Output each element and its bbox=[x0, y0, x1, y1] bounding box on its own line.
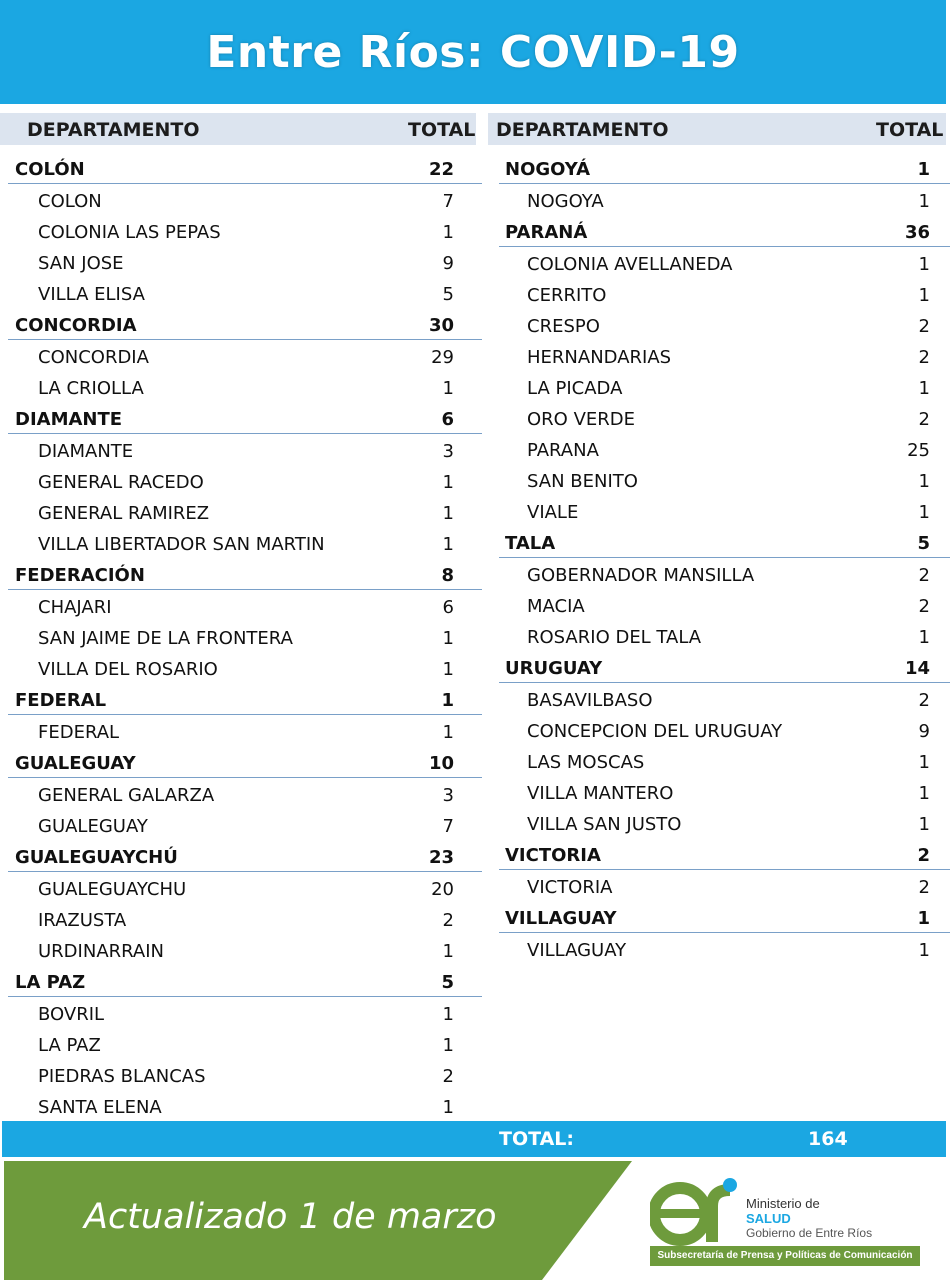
locality-name: ORO VERDE bbox=[527, 409, 635, 430]
department-row bbox=[8, 402, 482, 434]
department-row bbox=[8, 965, 482, 997]
locality-total: 1 bbox=[918, 285, 930, 306]
department-row bbox=[8, 558, 482, 590]
department-row bbox=[499, 838, 950, 870]
department-name: PARANÁ bbox=[505, 222, 588, 243]
locality-total: 1 bbox=[918, 254, 930, 275]
locality-row bbox=[8, 652, 482, 683]
department-total: 22 bbox=[428, 159, 454, 180]
department-total: 8 bbox=[441, 565, 454, 586]
department-total: 1 bbox=[917, 159, 930, 180]
locality-total: 1 bbox=[442, 1004, 454, 1025]
department-name: URUGUAY bbox=[505, 658, 603, 679]
locality-total: 3 bbox=[442, 441, 454, 462]
ministry-line1: Ministerio de bbox=[746, 1196, 820, 1211]
locality-total: 1 bbox=[442, 722, 454, 743]
left-department-list bbox=[8, 152, 482, 1121]
locality-name: SAN JAIME DE LA FRONTERA bbox=[38, 628, 293, 649]
locality-total: 1 bbox=[442, 659, 454, 680]
locality-name: VILLA ELISA bbox=[38, 284, 145, 305]
department-name: VILLAGUAY bbox=[505, 908, 617, 929]
locality-total: 25 bbox=[907, 440, 930, 461]
locality-total: 1 bbox=[918, 502, 930, 523]
locality-total: 6 bbox=[442, 597, 454, 618]
department-row bbox=[8, 840, 482, 872]
department-total: 5 bbox=[917, 533, 930, 554]
locality-name: DIAMANTE bbox=[38, 441, 134, 462]
locality-row bbox=[499, 558, 950, 589]
locality-row bbox=[8, 277, 482, 308]
department-total: 5 bbox=[441, 972, 454, 993]
department-row bbox=[499, 215, 950, 247]
department-row bbox=[499, 901, 950, 933]
locality-row bbox=[499, 776, 950, 807]
locality-total: 7 bbox=[442, 191, 454, 212]
department-total: 2 bbox=[917, 845, 930, 866]
locality-total: 1 bbox=[918, 752, 930, 773]
department-row bbox=[8, 746, 482, 778]
locality-row bbox=[8, 465, 482, 496]
locality-total: 1 bbox=[442, 503, 454, 524]
locality-total: 1 bbox=[442, 941, 454, 962]
locality-total: 7 bbox=[442, 816, 454, 837]
locality-row bbox=[8, 184, 482, 215]
locality-row bbox=[8, 215, 482, 246]
locality-row bbox=[499, 933, 950, 964]
locality-row bbox=[499, 309, 950, 340]
locality-name: SANTA ELENA bbox=[38, 1097, 162, 1118]
locality-name: VILLAGUAY bbox=[527, 940, 627, 961]
department-name: COLÓN bbox=[15, 159, 85, 180]
locality-name: COLONIA LAS PEPAS bbox=[38, 222, 221, 243]
department-name: GUALEGUAYCHÚ bbox=[15, 847, 178, 868]
locality-name: VICTORIA bbox=[527, 877, 613, 898]
department-total: 1 bbox=[917, 908, 930, 929]
locality-total: 1 bbox=[442, 628, 454, 649]
locality-name: NOGOYA bbox=[527, 191, 604, 212]
department-total: 23 bbox=[428, 847, 454, 868]
locality-name: GENERAL RAMIREZ bbox=[38, 503, 210, 524]
department-row bbox=[499, 526, 950, 558]
locality-row bbox=[499, 714, 950, 745]
locality-row bbox=[499, 371, 950, 402]
locality-name: GUALEGUAYCHU bbox=[38, 879, 187, 900]
locality-total: 2 bbox=[442, 1066, 454, 1087]
locality-name: VILLA MANTERO bbox=[527, 783, 674, 804]
ministry-logo bbox=[650, 1168, 940, 1273]
locality-total: 1 bbox=[442, 378, 454, 399]
updated-date: Actualizado 1 de marzo bbox=[84, 1197, 497, 1237]
locality-total: 29 bbox=[431, 347, 454, 368]
locality-row bbox=[8, 1090, 482, 1121]
locality-total: 2 bbox=[918, 690, 930, 711]
locality-row bbox=[8, 903, 482, 934]
locality-name: URDINARRAIN bbox=[38, 941, 164, 962]
locality-row bbox=[8, 434, 482, 465]
locality-name: GENERAL GALARZA bbox=[38, 785, 215, 806]
locality-name: SAN JOSE bbox=[38, 253, 124, 274]
locality-total: 1 bbox=[442, 1097, 454, 1118]
locality-row bbox=[499, 278, 950, 309]
grand-total-value: 164 bbox=[808, 1128, 848, 1150]
locality-name: CONCORDIA bbox=[38, 347, 149, 368]
locality-total: 2 bbox=[918, 565, 930, 586]
locality-name: SAN BENITO bbox=[527, 471, 638, 492]
locality-name: VILLA LIBERTADOR SAN MARTIN bbox=[38, 534, 325, 555]
locality-row bbox=[8, 1028, 482, 1059]
locality-row bbox=[8, 1059, 482, 1090]
locality-name: CONCEPCION DEL URUGUAY bbox=[527, 721, 783, 742]
column-header-left bbox=[0, 113, 476, 145]
locality-name: CERRITO bbox=[527, 285, 607, 306]
locality-row bbox=[8, 778, 482, 809]
locality-name: BASAVILBASO bbox=[527, 690, 653, 711]
locality-row bbox=[8, 809, 482, 840]
page-title: Entre Ríos: COVID-19 bbox=[206, 26, 740, 78]
locality-total: 5 bbox=[442, 284, 454, 305]
ministry-line2: SALUD bbox=[746, 1211, 791, 1226]
locality-name: COLONIA AVELLANEDA bbox=[527, 254, 733, 275]
locality-name: LA CRIOLLA bbox=[38, 378, 144, 399]
locality-total: 20 bbox=[431, 879, 454, 900]
title-banner bbox=[0, 0, 946, 104]
department-row bbox=[8, 152, 482, 184]
department-name: TALA bbox=[505, 533, 556, 554]
department-name: NOGOYÁ bbox=[505, 159, 591, 180]
locality-name: MACIA bbox=[527, 596, 585, 617]
locality-name: CRESPO bbox=[527, 316, 600, 337]
locality-name: IRAZUSTA bbox=[38, 910, 127, 931]
locality-total: 1 bbox=[442, 1035, 454, 1056]
locality-row bbox=[8, 715, 482, 746]
locality-total: 1 bbox=[442, 534, 454, 555]
department-row bbox=[499, 651, 950, 683]
locality-total: 2 bbox=[918, 347, 930, 368]
department-row bbox=[8, 308, 482, 340]
locality-row bbox=[499, 464, 950, 495]
locality-total: 1 bbox=[442, 222, 454, 243]
locality-total: 9 bbox=[442, 253, 454, 274]
locality-row bbox=[8, 621, 482, 652]
locality-row bbox=[499, 247, 950, 278]
locality-row bbox=[499, 683, 950, 714]
department-total: 14 bbox=[904, 658, 930, 679]
locality-row bbox=[499, 340, 950, 371]
locality-name: GOBERNADOR MANSILLA bbox=[527, 565, 755, 586]
department-total: 10 bbox=[428, 753, 454, 774]
locality-row bbox=[8, 934, 482, 965]
locality-total: 2 bbox=[918, 316, 930, 337]
locality-name: COLON bbox=[38, 191, 102, 212]
locality-total: 2 bbox=[918, 877, 930, 898]
locality-row bbox=[8, 371, 482, 402]
locality-name: GENERAL RACEDO bbox=[38, 472, 204, 493]
header-total: TOTAL bbox=[876, 119, 944, 141]
locality-total: 2 bbox=[442, 910, 454, 931]
header-total: TOTAL bbox=[408, 119, 476, 141]
locality-name: LAS MOSCAS bbox=[527, 752, 645, 773]
department-name: GUALEGUAY bbox=[15, 753, 136, 774]
locality-row bbox=[8, 340, 482, 371]
locality-total: 1 bbox=[918, 783, 930, 804]
department-name: FEDERAL bbox=[15, 690, 107, 711]
locality-total: 3 bbox=[442, 785, 454, 806]
department-total: 30 bbox=[428, 315, 454, 336]
department-name: FEDERACIÓN bbox=[15, 565, 145, 586]
subsecretaria-label: Subsecretaría de Prensa y Políticas de Comunicación bbox=[650, 1246, 920, 1266]
department-total: 1 bbox=[441, 690, 454, 711]
locality-name: CHAJARI bbox=[38, 597, 112, 618]
department-total: 36 bbox=[904, 222, 930, 243]
department-row bbox=[8, 683, 482, 715]
locality-name: FEDERAL bbox=[38, 722, 120, 743]
locality-name: GUALEGUAY bbox=[38, 816, 148, 837]
locality-total: 1 bbox=[918, 191, 930, 212]
locality-row bbox=[8, 997, 482, 1028]
locality-name: ROSARIO DEL TALA bbox=[527, 627, 702, 648]
locality-total: 1 bbox=[918, 814, 930, 835]
department-name: LA PAZ bbox=[15, 972, 86, 993]
grand-total-label: TOTAL: bbox=[499, 1128, 575, 1150]
locality-row bbox=[499, 870, 950, 901]
locality-row bbox=[499, 807, 950, 838]
header-departamento: DEPARTAMENTO bbox=[27, 119, 200, 141]
department-row bbox=[499, 152, 950, 184]
department-name: DIAMANTE bbox=[15, 409, 123, 430]
locality-name: PIEDRAS BLANCAS bbox=[38, 1066, 206, 1087]
locality-total: 2 bbox=[918, 596, 930, 617]
locality-name: PARANA bbox=[527, 440, 599, 461]
locality-row bbox=[8, 527, 482, 558]
department-name: CONCORDIA bbox=[15, 315, 137, 336]
locality-row bbox=[8, 246, 482, 277]
locality-name: VILLA DEL ROSARIO bbox=[38, 659, 218, 680]
locality-name: BOVRIL bbox=[38, 1004, 105, 1025]
locality-row bbox=[499, 184, 950, 215]
locality-total: 2 bbox=[918, 409, 930, 430]
locality-name: VILLA SAN JUSTO bbox=[527, 814, 682, 835]
locality-row bbox=[8, 872, 482, 903]
locality-name: LA PICADA bbox=[527, 378, 623, 399]
locality-row bbox=[499, 620, 950, 651]
locality-total: 1 bbox=[918, 471, 930, 492]
locality-row bbox=[499, 402, 950, 433]
er-logo-icon bbox=[650, 1176, 742, 1246]
right-department-list bbox=[499, 152, 950, 964]
department-total: 6 bbox=[441, 409, 454, 430]
locality-name: VIALE bbox=[527, 502, 579, 523]
locality-row bbox=[499, 495, 950, 526]
locality-name: LA PAZ bbox=[38, 1035, 101, 1056]
column-header-right bbox=[488, 113, 946, 145]
locality-total: 1 bbox=[918, 627, 930, 648]
locality-row bbox=[8, 590, 482, 621]
grand-total-bar bbox=[2, 1121, 946, 1157]
locality-total: 1 bbox=[918, 378, 930, 399]
locality-total: 1 bbox=[442, 472, 454, 493]
locality-row bbox=[499, 589, 950, 620]
locality-row bbox=[8, 496, 482, 527]
department-name: VICTORIA bbox=[505, 845, 601, 866]
locality-name: HERNANDARIAS bbox=[527, 347, 672, 368]
ministry-line3: Gobierno de Entre Ríos bbox=[746, 1226, 873, 1240]
header-departamento: DEPARTAMENTO bbox=[496, 119, 669, 141]
locality-total: 9 bbox=[918, 721, 930, 742]
locality-total: 1 bbox=[918, 940, 930, 961]
locality-row bbox=[499, 745, 950, 776]
locality-row bbox=[499, 433, 950, 464]
